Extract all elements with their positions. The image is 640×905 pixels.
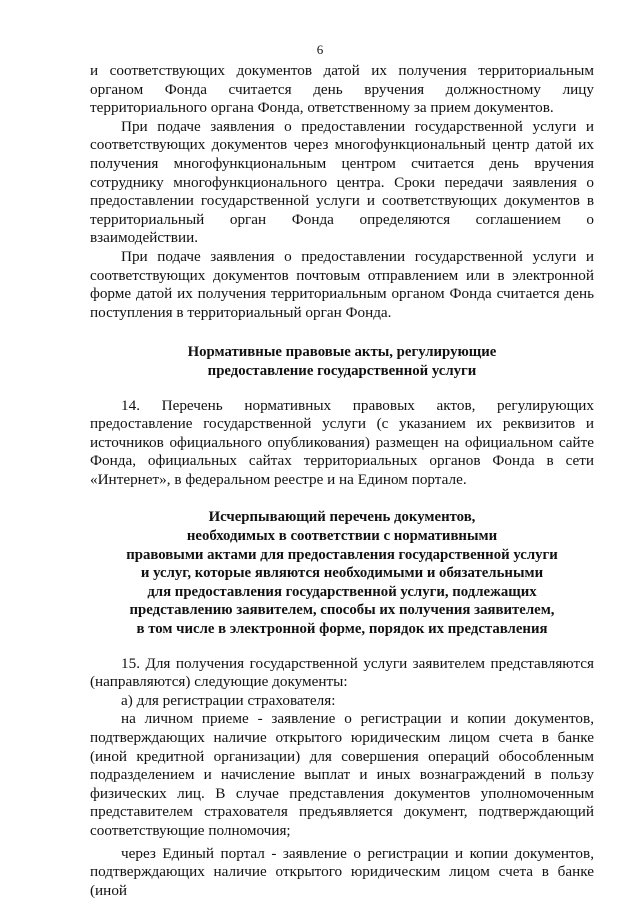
paragraph-15-a-in-person: на личном приеме - заявление о регистрации и копии документов, подтверждающих наличие открытого юридическим лицом счета в банке (иной кредитной организации) для совершения операций обособленным подразделением и начисление выплат и иных вознаграждений в пользу физических лиц. В случае представления документов уполномоченным представителем страхователя предъявляется документ, подтверждающий соответствующие полномочия; [90,710,594,839]
paragraph-15: 15. Для получения государственной услуги заявителем представляются (направляются) следующие документы: [90,654,594,691]
paragraph-postal-submission: При подаче заявления о предоставлении государственной услуги и соответствующих документов почтовым отправлением или в электронной форме датой их получения территориальным органом Фонда считается день поступления в территориальный орган Фонда. [90,247,594,321]
paragraph-mfc-submission: При подаче заявления о предоставлении государственной услуги и соответствующих документов через многофункциональный центр датой их получения многофункциональным центром считается день вручения сотруднику многофункционального центра. Сроки передачи заявления о предоставлении государственной услуги и соответствующих документов в территориальный орган Фонда определяются соглашением о взаимодействии. [90,117,594,247]
paragraph-continuation: и соответствующих документов датой их получения территориальным органом Фонда считается день вручения должностному лицу территориального органа Фонда, ответственному за прием документов. [90,62,594,117]
heading-line: Нормативные правовые акты, регулирующие [187,344,497,361]
heading-line: предоставление государственной услуги [207,362,477,379]
heading-line: в том числе в электронной форме, порядок их представления [136,621,548,638]
section-heading-legal-acts [90,343,594,380]
heading-line: правовыми актами для предоставления государственной услуги [126,546,558,563]
document-body [90,62,594,900]
paragraph-14: 14. Перечень нормативных правовых актов, регулирующих предоставление государственной услуги (с указанием их реквизитов и источников официального опубликования) размещен на официальном сайте Фонда, официальных сайтах территориальных органов Фонда в сети «Интернет», в федеральном реестре и на Едином портале. [90,396,594,488]
heading-line: и услуг, которые являются необходимыми и обязательными [140,565,544,582]
heading-line: для предоставления государственной услуги, подлежащих [147,583,537,600]
page-number: 6 [316,42,324,57]
heading-line: необходимых в соответствии с нормативными [186,528,498,545]
section-heading-documents-list [90,508,594,638]
paragraph-15-a-portal: через Единый портал - заявление о регистрации и копии документов, подтверждающих наличие открытого юридическим лицом счета в банке (иной [90,844,594,899]
paragraph-15-a: а) для регистрации страхователя: [121,691,336,709]
heading-line: представлению заявителем, способы их получения заявителем, [129,602,555,619]
heading-line: Исчерпывающий перечень документов, [208,509,476,526]
